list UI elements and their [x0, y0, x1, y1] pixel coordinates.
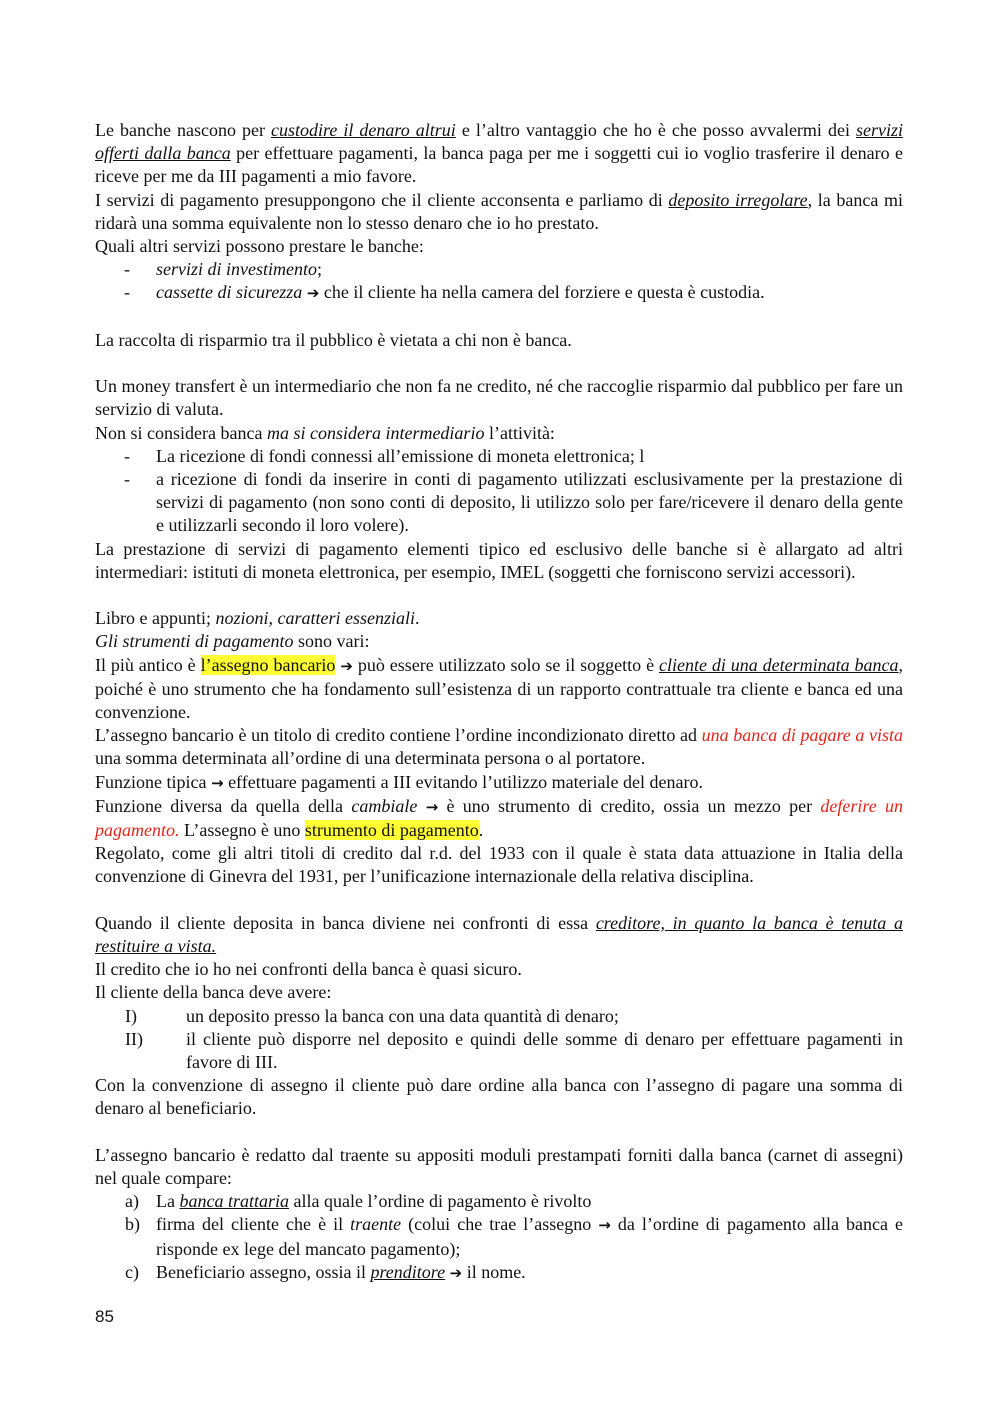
- list-marker: II): [125, 1028, 143, 1049]
- check-contents-list: [95, 1190, 903, 1285]
- underlined-term: creditore, in quanto la banca è tenuta a restituire a vista.: [95, 912, 903, 957]
- paragraph-credit-safe: Il credito che io ho nei confronti della banca è quasi sicuro.: [95, 959, 522, 980]
- paragraph-money-transfer: Un money transfert è un intermediario che non fa ne credito, né che raccoglie risparmio dal pubblico per fare un servizio di valuta.: [95, 376, 903, 420]
- list-item: b) firma del cliente che è il traente (colui che trae l’assegno → da l’ordine di pagamento alla banca e risponde ex lege del mancato pagamento);: [125, 1214, 903, 1259]
- arrow-right-icon: →: [598, 1216, 611, 1235]
- other-services-list: [95, 258, 903, 305]
- paragraph-regulation: Regolato, come gli altri titoli di credito dal r.d. del 1933 con il quale è stata data attuazione in Italia della convenzione di Ginevra del 1931, per l’unificazione internazionale della relativa disciplina.: [95, 843, 903, 887]
- list-marker: I): [125, 1005, 137, 1026]
- underlined-term: deposito irregolare: [668, 189, 808, 210]
- list-marker: c): [125, 1261, 139, 1282]
- paragraph-savings: La raccolta di risparmio tra il pubblico è vietata a chi non è banca.: [95, 329, 572, 350]
- paragraph-different-function: Funzione diversa da quella della cambiale → è uno strumento di credito, ossia un mezzo per deferire un pagamento. L’assegno è uno strumento di pagamento.: [95, 795, 903, 841]
- list-marker: a): [125, 1191, 139, 1212]
- list-marker: b): [125, 1214, 140, 1235]
- paragraph-intermediary: Non si considera banca ma si considera intermediario l’attività:: [95, 422, 555, 443]
- client-requirements-list: [95, 1005, 903, 1075]
- highlighted-term: strumento di pagamento: [304, 820, 479, 841]
- underlined-term: banca trattaria: [179, 1191, 289, 1212]
- page-number: 85: [95, 1307, 114, 1326]
- list-item: a) La banca trattaria alla quale l’ordine di pagamento è rivolto: [95, 1190, 903, 1213]
- arrow-right-icon: →: [210, 773, 224, 792]
- underlined-term: cliente di una determinata banca: [658, 654, 899, 675]
- red-emphasis: una banca di pagare a vista: [701, 725, 904, 746]
- intermediary-activities-list: [95, 445, 903, 538]
- paragraph-check-convention: Con la convenzione di assegno il cliente può dare ordine alla banca con l’assegno di pagare una somma di denaro al beneficiario.: [95, 1075, 903, 1119]
- underlined-term: prenditore: [370, 1261, 446, 1282]
- list-marker: -: [124, 282, 130, 303]
- list-marker: -: [124, 259, 130, 280]
- paragraph-oldest-instrument: Il più antico è l’assegno bancario ➔ può essere utilizzato solo se il soggetto è cliente di una determinata banca, poiché è uno strumento che ha fondamento sull’esistenza di un rapporto contrattuale tra cliente e banca ed una convenzione.: [95, 654, 904, 723]
- paragraph-other-services: Quali altri servizi possono prestare le banche:: [95, 236, 424, 257]
- underlined-term: servizi offerti dalla banca: [95, 120, 903, 164]
- paragraph-imel: La prestazione di servizi di pagamento elementi tipico ed esclusivo delle banche si è allargato ad altri intermediari: istituti di moneta elettronica, per esempio, IMEL (soggetti che forniscono servizi accessori).: [95, 538, 903, 582]
- arrow-right-icon: ➔: [306, 284, 320, 303]
- list-marker: -: [124, 469, 130, 490]
- list-marker: -: [124, 445, 130, 466]
- list-item: - a ricezione di fondi da inserire in conti di pagamento utilizzati esclusivamente per la prestazione di servizi di pagamento (non sono conti di deposito, li utilizzo solo per fare/ricevere il denaro della gente e utilizzarli secondo il loro volere).: [124, 469, 903, 536]
- list-item: I) un deposito presso la banca con una data quantità di denaro;: [95, 1005, 903, 1028]
- paragraph-payment-services: I servizi di pagamento presuppongono che il cliente acconsenta e parliamo di deposito irregolare, la banca mi ridarà una somma equivalente non lo stesso denaro che io ho prestato.: [95, 189, 904, 233]
- paragraph-client-deposit: Quando il cliente deposita in banca diviene nei confronti di essa creditore, in quanto la banca è tenuta a restituire a vista.: [95, 912, 903, 957]
- list-item: II) il cliente può disporre nel deposito e quindi delle somme di denaro per effettuare pagamenti in favore di III.: [125, 1028, 903, 1073]
- paragraph-book-notes: Libro e appunti; nozioni, caratteri essenziali.: [95, 608, 420, 629]
- red-emphasis: deferire un pagamento.: [95, 795, 903, 841]
- paragraph-typical-function: Funzione tipica → effettuare pagamenti a III evitando l’utilizzo materiale del denaro.: [95, 771, 703, 792]
- list-item: - servizi di investimento;: [95, 258, 903, 281]
- document-body: [95, 119, 903, 1285]
- paragraph-client-must-have: Il cliente della banca deve avere:: [95, 982, 332, 1003]
- underlined-term: custodire il denaro altrui: [271, 120, 456, 140]
- paragraph-check-definition: L’assegno bancario è un titolo di credito contiene l’ordine incondizionato diretto ad una banca di pagare a vista una somma determinata all’ordine di una determinata persona o al portatore.: [95, 725, 904, 769]
- list-item: c) Beneficiario assegno, ossia il prenditore ➔ il nome.: [95, 1261, 903, 1285]
- paragraph-check-drafted: L’assegno bancario è redatto dal traente su appositi moduli prestampati forniti dalla banca (carnet di assegni) nel quale compare:: [95, 1144, 903, 1189]
- arrow-right-icon: ➔: [340, 656, 353, 675]
- arrow-right-icon: ➔: [449, 1263, 463, 1282]
- paragraph-payment-instruments: Gli strumenti di pagamento sono vari:: [95, 631, 370, 652]
- list-item: - La ricezione di fondi connessi all’emissione di moneta elettronica; l: [95, 445, 903, 468]
- list-item: - cassette di sicurezza ➔ che il cliente ha nella camera del forziere e questa è custodia.: [95, 281, 903, 305]
- arrow-right-icon: →: [425, 797, 439, 816]
- highlighted-term: l’assegno bancario: [200, 654, 336, 675]
- paragraph-banks-origin: Le banche nascono per custodire il denaro altrui e l’altro vantaggio che ho è che posso avvalermi dei servizi offerti dalla banca per effettuare pagamenti, la banca paga per me i soggetti cui io voglio trasferire il denaro e riceve per me da III pagamenti a mio favore.: [95, 120, 903, 187]
